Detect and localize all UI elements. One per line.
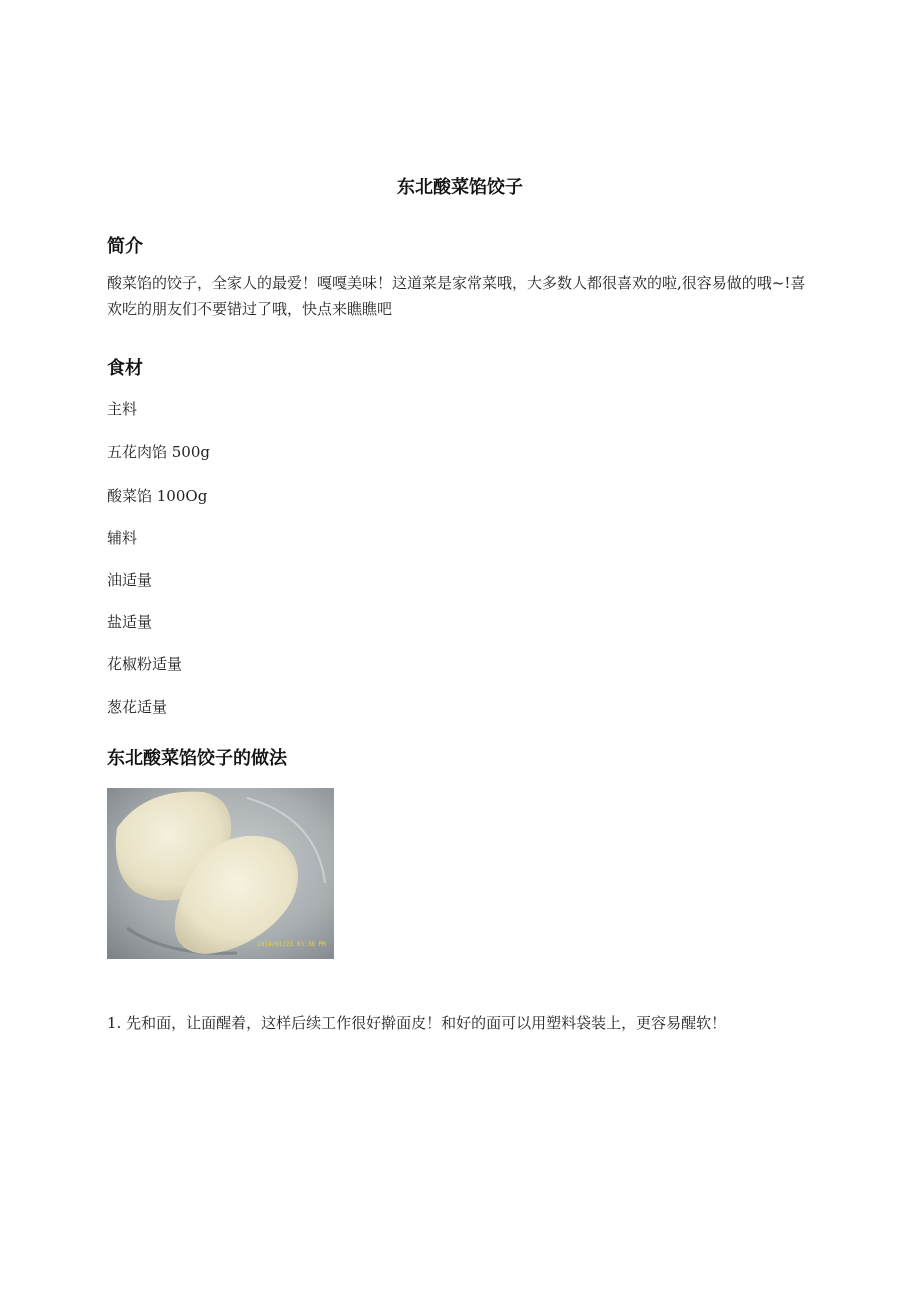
ingredient-group-main: 主料 <box>107 400 138 418</box>
method-heading: 东北酸菜馅饺子的做法 <box>107 748 287 769</box>
photo-timestamp: 2014/01/23 03:38 PM <box>257 941 326 948</box>
dough-photo <box>107 788 334 959</box>
step-1: 1. 先和面，让面醒着，这样后续工作很好擀面皮！和好的面可以用塑料袋装上，更容易醒软！ <box>107 1014 727 1032</box>
intro-text: 酸菜馅的饺子，全家人的最爱！嘎嘎美味！这道菜是家常菜哦，大多数人都很喜欢的啦,很容易做的哦~!喜欢吃的朋友们不要错过了哦，快点来瞧瞧吧 <box>107 274 806 318</box>
ingredient-item: 花椒粉适量 <box>107 655 183 673</box>
ingredient-item: 酸菜馅 100Og <box>107 487 208 505</box>
ingredient-item: 五花肉馅 500g <box>107 443 211 461</box>
ingredient-item: 油适量 <box>107 571 153 589</box>
ingredient-group-secondary: 辅料 <box>107 529 138 547</box>
ingredients-heading: 食材 <box>107 358 143 379</box>
intro-heading: 简介 <box>107 236 143 257</box>
ingredient-item: 葱花适量 <box>107 698 168 716</box>
recipe-title: 东北酸菜馅饺子 <box>397 177 523 198</box>
ingredient-item: 盐适量 <box>107 613 153 631</box>
